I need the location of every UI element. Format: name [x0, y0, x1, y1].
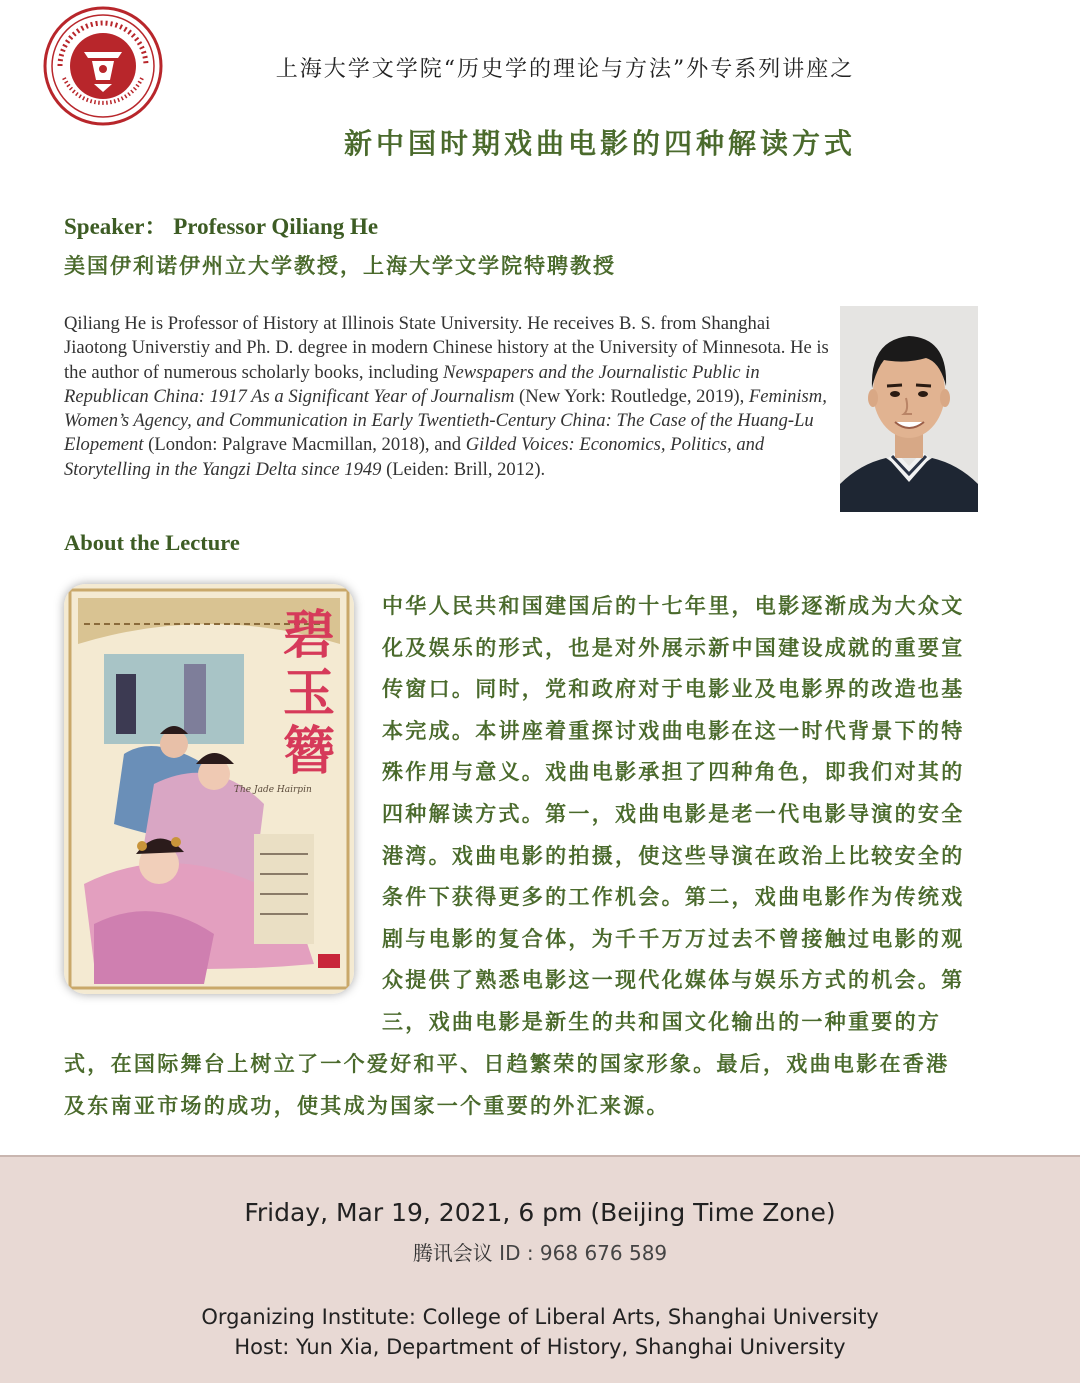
- speaker-bio: [64, 312, 834, 482]
- book-title: Newspapers and the Journalistic Public in Republican China: 1917 As a Significant Year of Journalism: [64, 361, 760, 407]
- abstract-line: 式，在国际舞台上树立了一个爱好和平、日趋繁荣的国家形象。最后，戏曲电影在香港: [64, 1051, 950, 1076]
- bio-text: (New York: Routledge, 2019),: [514, 385, 749, 407]
- college-logo: [40, 6, 166, 126]
- event-datetime: Friday, Mar 19, 2021, 6 pm (Beijing Time Zone): [244, 1198, 836, 1227]
- organizer-line: Organizing Institute: College of Liberal Arts, Shanghai University: [201, 1305, 879, 1329]
- abstract-line: 三，戏曲电影是新生的共和国文化输出的一种重要的方: [382, 1008, 942, 1034]
- book-title: Gilded Voices: Economics, Politics, and Storytelling in the Yangzi Delta since 1949: [64, 434, 765, 480]
- series-title: 上海大学文学院“历史学的理论与方法”外专系列讲座之: [275, 57, 855, 82]
- abstract-line: 中华人民共和国建国后的十七年里，电影逐渐成为大众文: [382, 593, 965, 618]
- abstract-line: 条件下获得更多的工作机会。第二，戏曲电影作为传统戏: [382, 884, 965, 910]
- film-poster: [64, 584, 354, 994]
- abstract-line: 众提供了熟悉电影这一现代化媒体与娱乐方式的机会。第: [382, 967, 965, 993]
- abstract-line: 化及娱乐的形式，也是对外展示新中国建设成就的重要宣: [382, 634, 965, 660]
- bio-text: (Leiden: Brill, 2012).: [381, 458, 546, 480]
- meeting-label: 腾讯会议: [412, 1241, 493, 1265]
- poster-title: 碧玉簪: [273, 607, 335, 781]
- speaker-line: Speaker： Professor Qiliang He: [64, 214, 379, 239]
- poster-subtitle: The Jade Hairpin: [234, 785, 312, 795]
- lecture-title: 新中国时期戏曲电影的四种解读方式: [343, 127, 856, 160]
- abstract-line: 港湾。戏曲电影的拍摄，使这些导演在政治上比较安全的: [382, 842, 965, 868]
- bio-text: (London: Palgrave Macmillan, 2018), and: [143, 434, 466, 456]
- meeting-info: [0, 1237, 1080, 1266]
- abstract-line: 传窗口。同时，党和政府对于电影业及电影界的改造也基: [382, 676, 965, 702]
- abstract-line: 四种解读方式。第一，戏曲电影是老一代电影导演的安全: [382, 800, 965, 826]
- abstract-line: 殊作用与意义。戏曲电影承担了四种角色，即我们对其的: [382, 759, 965, 785]
- host-line: Host: Yun Xia, Department of History, Shanghai University: [234, 1335, 846, 1359]
- bio-text: Qiliang He is Professor of History at Illinois State University. He receives B. S. from Shanghai Jiaotong Universtiy and Ph. D. degree in modern Chinese history at the University of Minnesota. He is the author of numerous scholarly books, including: [64, 313, 829, 383]
- speaker-affiliation: 美国伊利诺伊州立大学教授，上海大学文学院特聘教授: [64, 253, 616, 278]
- about-heading: About the Lecture: [64, 530, 240, 555]
- meeting-id: ID : 968 676 589: [499, 1241, 668, 1265]
- lecture-abstract: [382, 585, 1012, 1043]
- abstract-line: 及东南亚市场的成功，使其成为国家一个重要的外汇来源。: [64, 1092, 670, 1118]
- lecture-abstract-continued: [64, 1043, 1024, 1126]
- speaker-photo: [840, 306, 978, 512]
- abstract-line: 本完成。本讲座着重探讨戏曲电影在这一时代背景下的特: [382, 717, 965, 743]
- book-title: Feminism, Women’s Agency, and Communication in Early Twentieth-Century China: The Case of the Huang-Lu Elopement: [64, 385, 827, 456]
- abstract-line: 剧与电影的复合体，为千千万万过去不曾接触过电影的观: [382, 925, 965, 951]
